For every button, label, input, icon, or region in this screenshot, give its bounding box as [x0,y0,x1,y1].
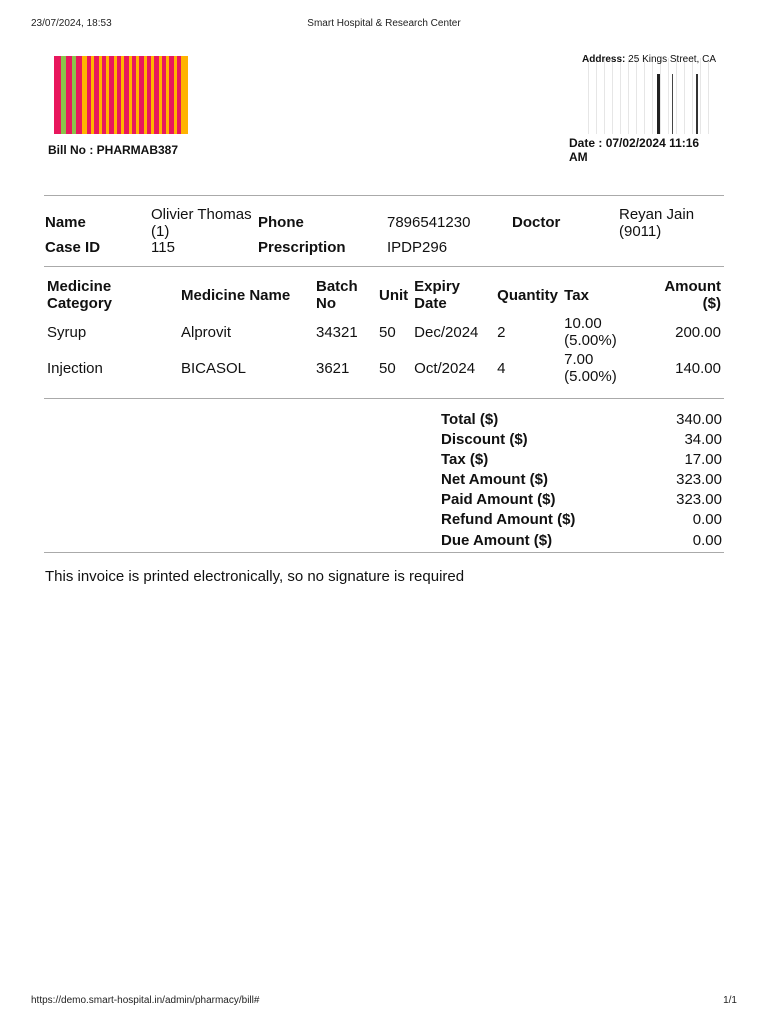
cell-category: Injection [47,359,103,377]
table-header-row [44,276,724,314]
cell-quantity: 4 [497,359,506,377]
col-header-tax: Tax [564,286,589,304]
divider [44,398,724,399]
col-header-name: Medicine Name [181,286,291,304]
prescription-value: IPDP296 [387,239,448,256]
col-header-expiry: Expiry Date [414,278,461,312]
paid-amount-value: 323.00 [676,491,722,508]
paid-amount-label: Paid Amount ($) [441,491,556,508]
date-label: Date : [569,136,606,150]
cell-amount: 200.00 [675,323,721,341]
cell-batch: 34321 [316,323,358,341]
medicine-table [44,276,724,386]
patient-name-line1: Olivier Thomas [151,206,252,223]
total-label: Total ($) [441,411,499,428]
print-title: Smart Hospital & Research Center [307,18,461,29]
address-value: 25 Kings Street, CA [628,54,716,65]
total-value: 340.00 [676,411,722,428]
name-label: Name [45,214,86,231]
print-datetime: 23/07/2024, 18:53 [31,18,112,29]
cell-quantity: 2 [497,323,506,341]
discount-label: Discount ($) [441,431,528,448]
cell-medicine-name: Alprovit [181,323,232,341]
table-row [44,314,724,350]
bill-date [569,136,719,164]
bill-no-value: PHARMAB387 [96,143,179,157]
due-amount-label: Due Amount ($) [441,532,553,549]
tax-value: 17.00 [684,451,722,468]
cell-unit: 50 [379,323,396,341]
bill-number [48,143,178,157]
due-amount-value: 0.00 [692,532,722,549]
bill-no-label: Bill No : [48,143,97,157]
divider [44,195,724,196]
col-header-category: Medicine Category [47,278,113,312]
cell-medicine-name: BICASOL [181,359,247,377]
cell-amount: 140.00 [675,359,721,377]
cell-unit: 50 [379,359,396,377]
doctor-label: Doctor [512,214,561,231]
case-id-label: Case ID [45,239,101,256]
net-amount-label: Net Amount ($) [441,471,548,488]
cell-batch: 3621 [316,359,350,377]
prescription-label: Prescription [258,239,346,256]
patient-name-line2: (1) [151,223,170,240]
col-header-unit: Unit [379,286,409,304]
cell-expiry: Oct/2024 [414,359,476,377]
cell-expiry: Dec/2024 [414,323,479,341]
doctor-name-line2: (9011) [619,223,662,240]
divider [44,266,724,267]
refund-amount-label: Refund Amount ($) [441,511,576,528]
page-number: 1/1 [723,995,737,1006]
col-header-quantity: Quantity [497,286,559,304]
date-value: 07/02/2024 11:16 [605,136,700,150]
table-row [44,350,724,386]
invoice-note: This invoice is printed electronically, so no signature is required [45,568,465,585]
phone-label: Phone [258,214,304,231]
hospital-logo [54,56,188,134]
address-label: Address: [582,54,626,65]
case-id-value: 115 [151,239,175,256]
cell-tax: 10.00 (5.00%) [564,315,617,349]
doctor-name [619,206,694,240]
col-header-amount: Amount ($) [664,278,721,312]
tax-label: Tax ($) [441,451,489,468]
discount-value: 34.00 [684,431,722,448]
doctor-name-line1: Reyan Jain [619,206,695,223]
patient-name [151,206,252,240]
cell-tax: 7.00 (5.00%) [564,351,617,385]
phone-value: 7896541230 [387,214,471,231]
col-header-batch: Batch No [316,278,358,312]
cell-category: Syrup [47,323,87,341]
net-amount-value: 323.00 [676,471,722,488]
refund-amount-value: 0.00 [692,511,722,528]
date-ampm: AM [569,150,588,164]
print-url: https://demo.smart-hospital.in/admin/pharmacy/bill# [31,995,260,1006]
divider [44,552,724,553]
hospital-address [582,54,716,65]
barcode-pattern [584,58,720,134]
